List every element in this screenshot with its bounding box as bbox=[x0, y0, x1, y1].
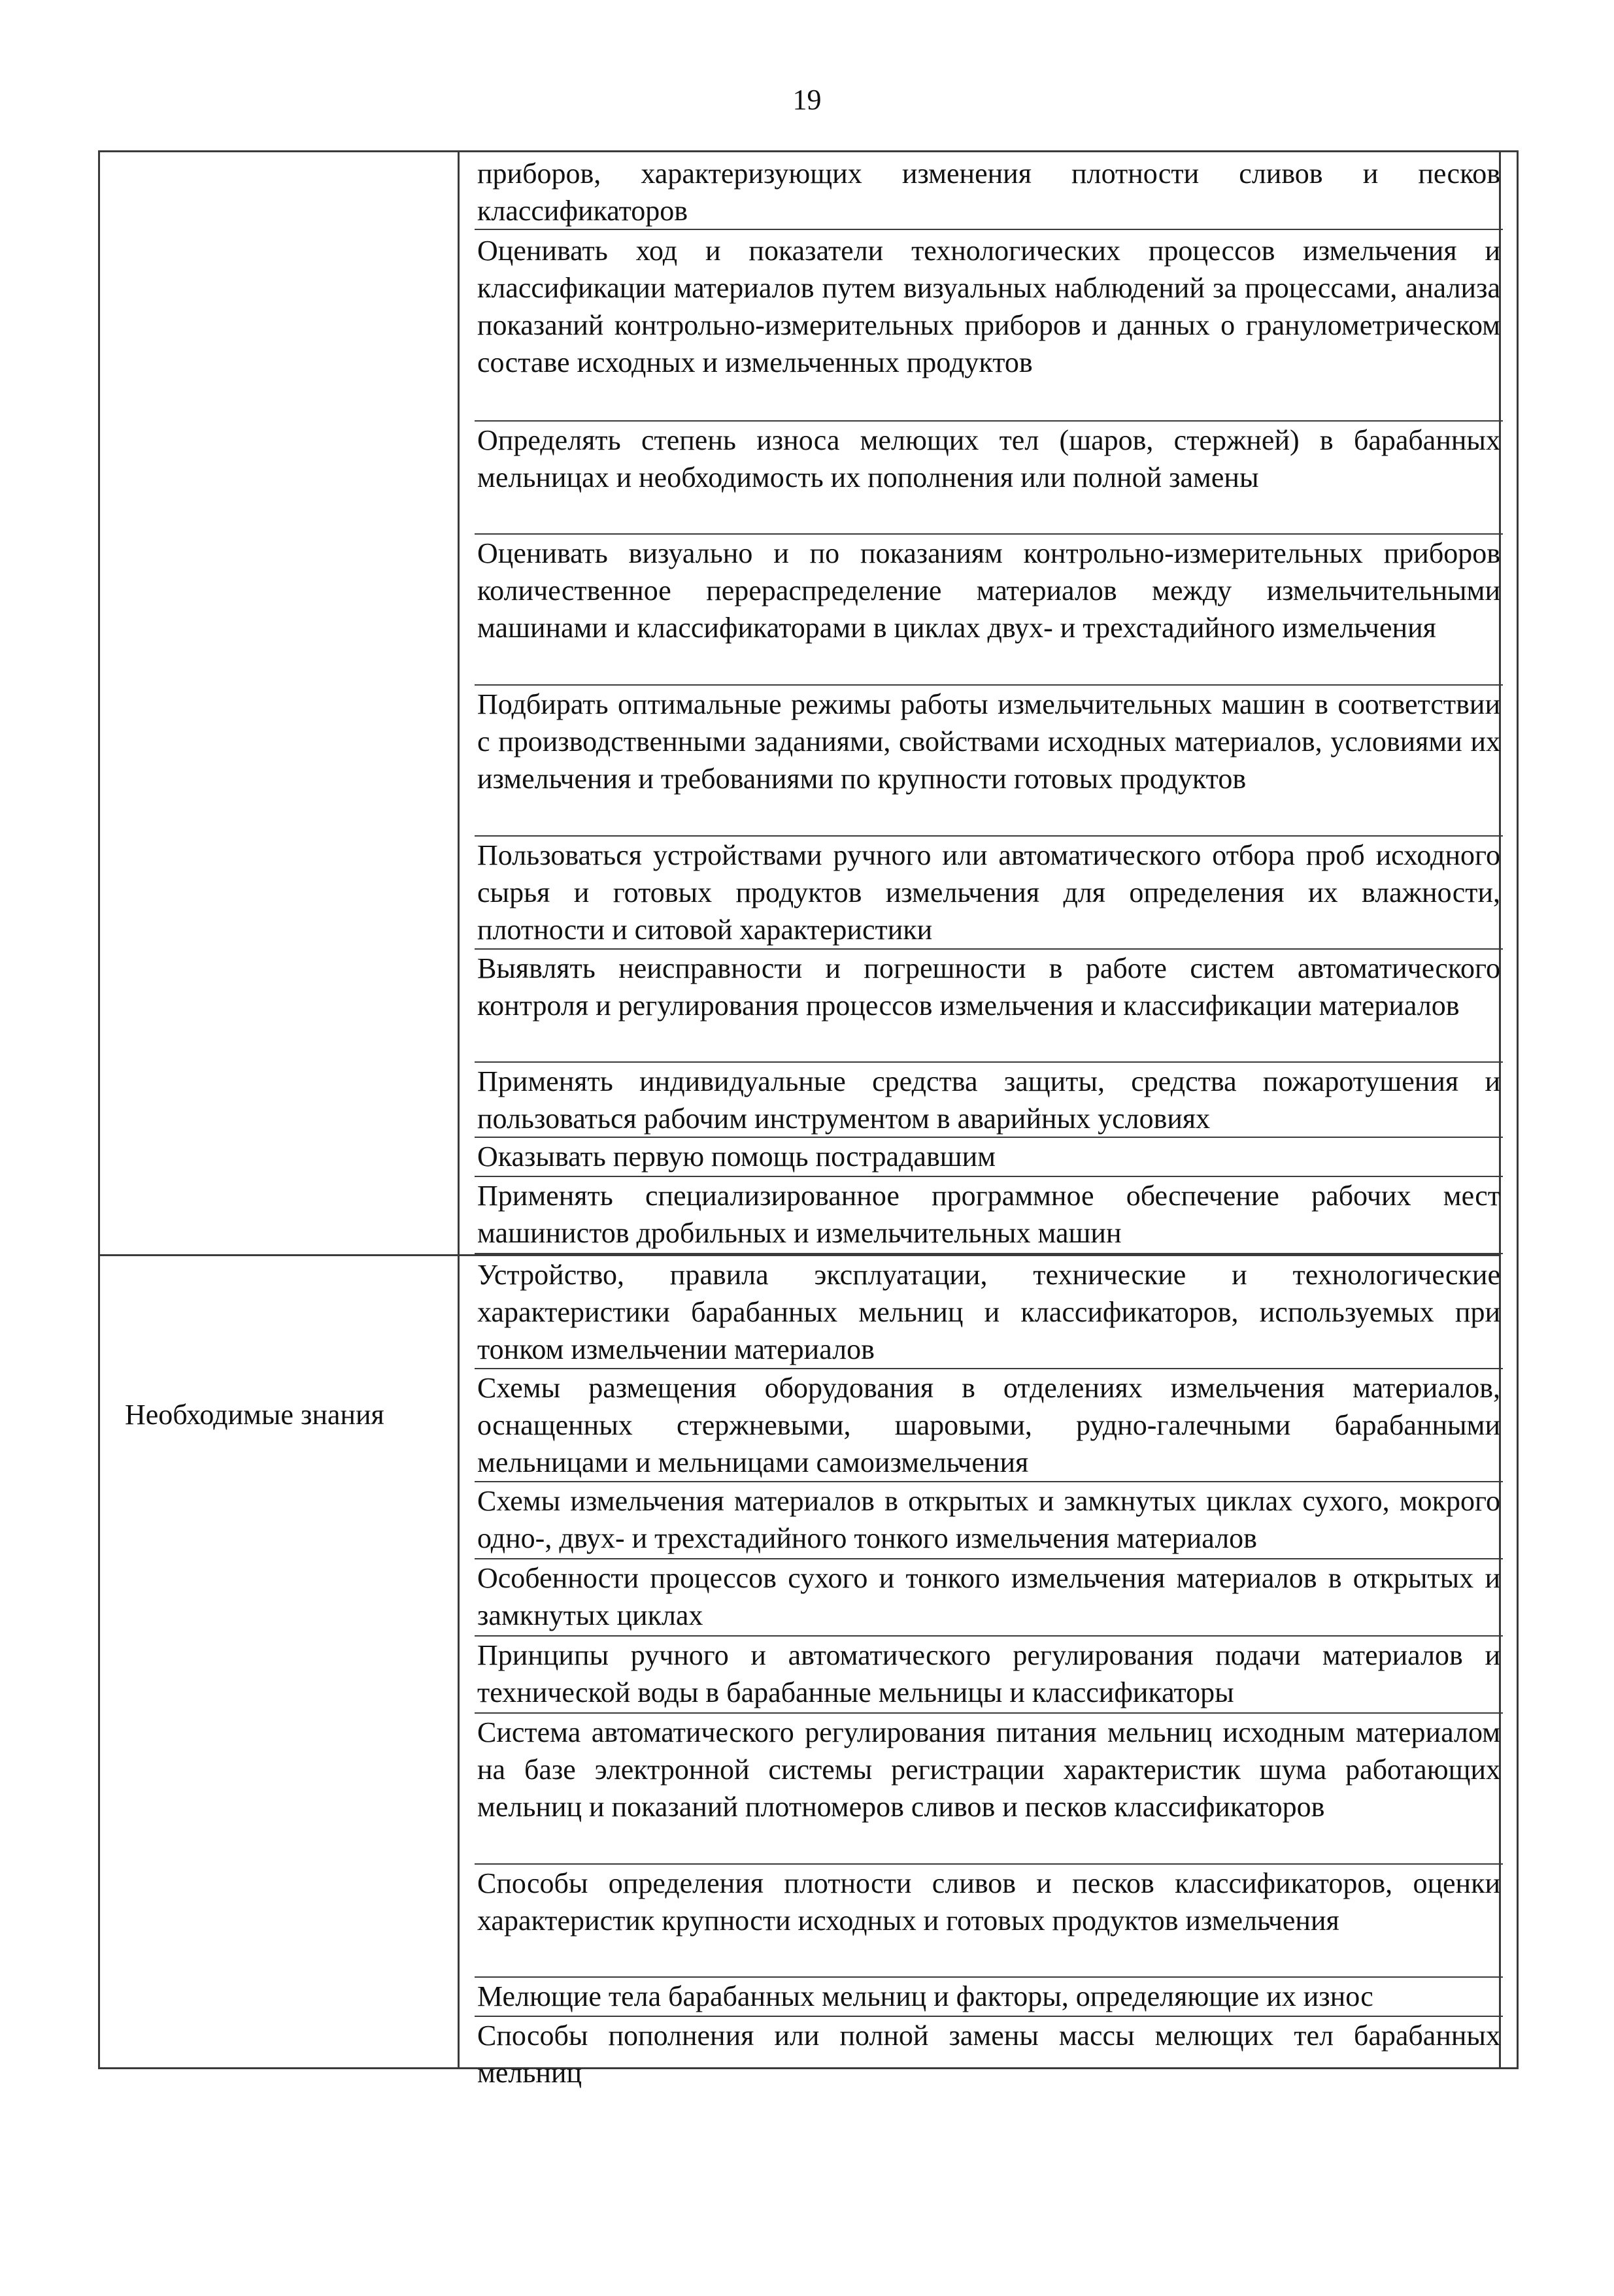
table-row-skill: Оценивать ход и показатели технологических процессов измельчения и классификации материалов путем визуальных наблюдений за процессами, анализа показаний контрольно-измерительных приборов и данных о гранулометрическом составе исходных и измельченных продуктов bbox=[475, 232, 1503, 422]
table-left-column bbox=[100, 152, 460, 2067]
table-row-skill: Выявлять неисправности и погрешности в работе систем автоматического контроля и регулирования процессов измельчения и классификации материалов bbox=[475, 950, 1503, 1063]
table-row-knowledge: Принципы ручного и автоматического регулирования подачи материалов и технической воды в барабанные мельницы и классификаторы bbox=[475, 1637, 1503, 1714]
table-row-skill: Определять степень износа мелющих тел (шаров, стержней) в барабанных мельницах и необходимость их пополнения или полной замены bbox=[475, 422, 1503, 535]
table-row-skill: Подбирать оптимальные режимы работы измельчительных машин в соответствии с производственными заданиями, свойствами исходных материалов, условиями их измельчения и требованиями по крупности готовых продуктов bbox=[475, 686, 1503, 837]
table-row-knowledge: Мелющие тела барабанных мельниц и факторы, определяющие их износ bbox=[475, 1978, 1503, 2017]
group-label-knowledge: Необходимые знания bbox=[125, 1399, 384, 1431]
page-number: 19 bbox=[792, 84, 822, 116]
table-row-skill: Пользоваться устройствами ручного или автоматического отбора проб исходного сырья и готовых продуктов измельчения для определения их влажности, плотности и ситовой характеристики bbox=[475, 837, 1503, 950]
competency-table bbox=[98, 150, 1519, 2089]
table-row-skill: Применять специализированное программное обеспечение рабочих мест машинистов дробильных и измельчительных машин bbox=[475, 1177, 1503, 1254]
table-row-skill: Оказывать первую помощь пострадавшим bbox=[475, 1138, 1503, 1177]
table-row-skill: приборов, характеризующих изменения плотности сливов и песков классификаторов bbox=[475, 155, 1503, 230]
table-row-knowledge: Схемы измельчения материалов в открытых и замкнутых циклах сухого, мокрого одно-, двух- и трехстадийного тонкого измельчения материалов bbox=[475, 1482, 1503, 1559]
table-row-knowledge: Устройство, правила эксплуатации, технические и технологические характеристики барабанных мельниц и классификаторов, используемых при тонком измельчении материалов bbox=[475, 1256, 1503, 1369]
table-row-knowledge: Система автоматического регулирования питания мельниц исходным материалом на базе электронной системы регистрации характеристик шума работающих мельниц и показаний плотномеров сливов и песков классификаторов bbox=[475, 1714, 1503, 1865]
table-row-skill: Оценивать визуально и по показаниям контрольно-измерительных приборов количественное перераспределение материалов между измельчительными машинами и классификаторами в циклах двух- и трехстадийного измельчения bbox=[475, 535, 1503, 686]
table-row-knowledge: Способы пополнения или полной замены массы мелющих тел барабанных мельниц bbox=[477, 2020, 1500, 2089]
table-row-knowledge: Способы определения плотности сливов и песков классификаторов, оценки характеристик крупности исходных и готовых продуктов измельчения bbox=[475, 1865, 1503, 1978]
table-row-knowledge: Схемы размещения оборудования в отделениях измельчения материалов, оснащенных стержневыми, шаровыми, рудно-галечными барабанными мельницами и мельницами самоизмельчения bbox=[475, 1369, 1503, 1482]
table-row-skill: Применять индивидуальные средства защиты, средства пожаротушения и пользоваться рабочим инструментом в аварийных условиях bbox=[475, 1063, 1503, 1138]
table-row-knowledge: Особенности процессов сухого и тонкого измельчения материалов в открытых и замкнутых циклах bbox=[475, 1559, 1503, 1637]
